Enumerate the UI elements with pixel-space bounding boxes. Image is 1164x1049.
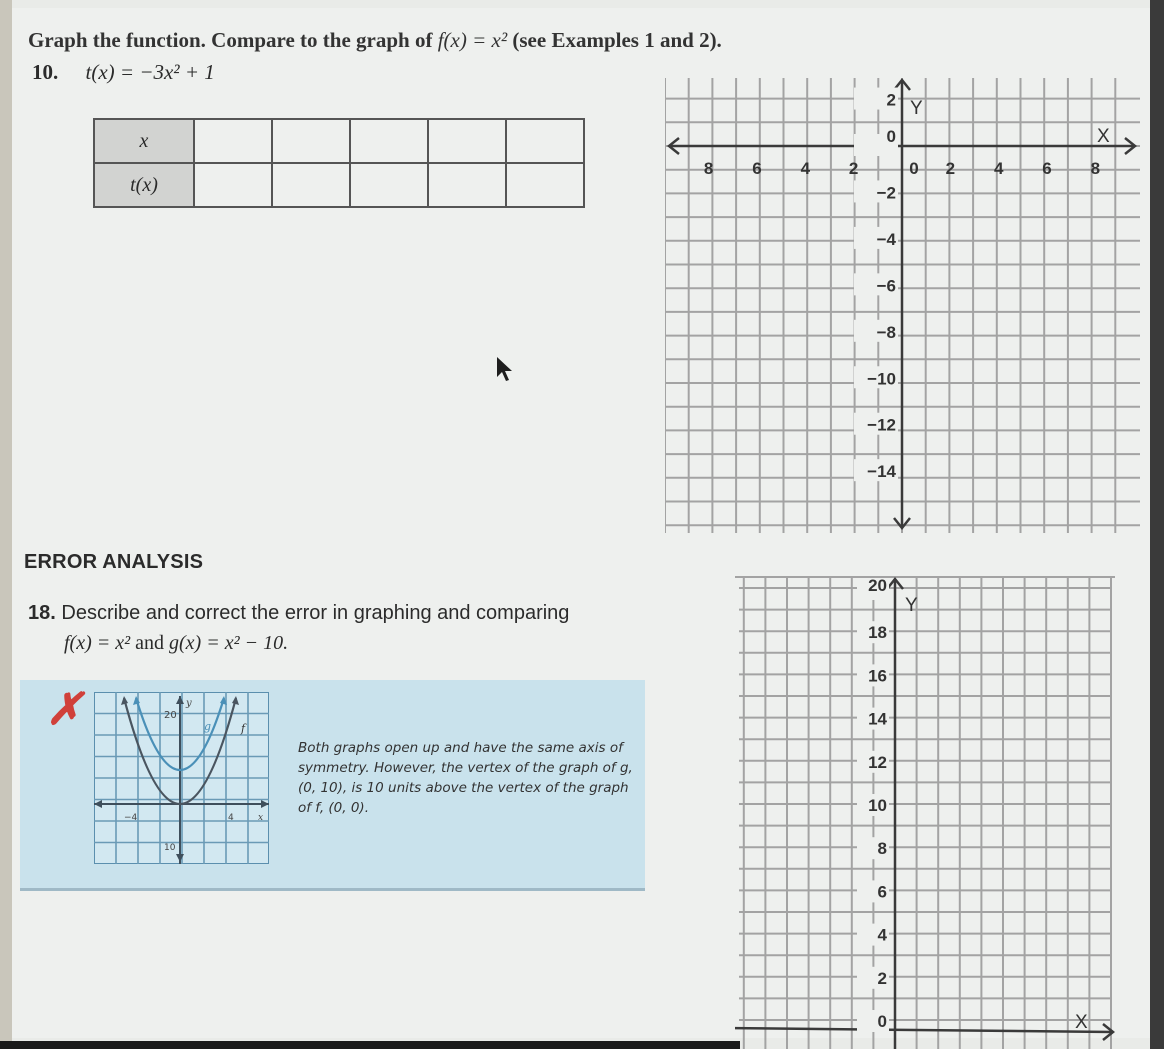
y-tick-label: 0 [886,127,896,146]
table-row-tx [94,163,584,207]
y-tick-label: −14 [867,462,896,482]
instruction-heading: Graph the function. Compare to the graph of f(x) = x² (see Examples 1 and 2). [28,28,722,52]
example-graph [94,692,269,864]
x-tick-label: 2 [945,159,956,178]
coordinate-grid-problem-18[interactable] [735,575,1115,1049]
student-explanation: Both graphs open up and have the same axis of symmetry. However, the vertex of the graph of g, (0, 10), is 10 units above the vertex of the graph of f, (0, 0). [298,740,633,816]
function-f: f(x) = x² [64,632,131,654]
x-cell[interactable] [350,119,428,163]
tx-cell[interactable] [194,163,272,207]
problem-18-prompt: Describe and correct the error in graphing and comparing [61,602,570,624]
y-axis-label: Y [905,595,918,616]
y-tick-label: 16 [868,666,887,686]
y-tick-label: 20 [868,576,887,595]
x-tick-label: 2 [848,159,859,178]
student-work-box [20,680,645,891]
tx-cell[interactable] [506,163,584,207]
y-tick-label: −2 [876,183,896,203]
function-g: g(x) = x² − 10. [169,632,289,654]
page-right-edge [1150,0,1164,1049]
x-tick-label: 6 [1042,159,1052,178]
x-tick-label: 8 [703,159,714,178]
row-header-tx: t(x) [94,163,194,207]
svg-text:10: 10 [164,843,176,853]
tx-cell[interactable] [272,163,350,207]
x-axis-label: X [1075,1012,1088,1033]
y-axis-label: Y [910,98,923,119]
y-tick-label: 2 [877,968,887,988]
tick-20: 20 [164,710,177,721]
value-table [93,118,585,208]
page-bottom-edge [0,1041,740,1049]
svg-text:g: g [204,720,212,733]
y-tick-label: 2 [886,90,896,110]
x-tick-label: 4 [993,159,1004,178]
problem-function: t(x) = −3x² + 1 [85,60,215,84]
x-axis-label: X [1097,126,1110,147]
x-cell[interactable] [272,119,350,163]
x-cell[interactable] [506,119,584,163]
y-tick-label: −6 [876,276,896,296]
problem-number: 10. [32,60,59,84]
svg-text:y: y [186,698,192,709]
parent-function: f(x) = x² [437,28,508,52]
x-tick-label: 6 [752,159,762,178]
y-tick-label: 8 [877,839,887,859]
tx-cell[interactable] [428,163,506,207]
x-tick-label: 8 [1090,159,1101,178]
x-cell[interactable] [428,119,506,163]
svg-text:−4: −4 [124,813,138,823]
incorrect-x-icon: ✗ [46,685,83,734]
row-header-x: x [94,119,194,163]
y-tick-label: 18 [868,623,887,643]
y-tick-label: 14 [868,709,887,729]
problem-18: 18. Describe and correct the error in graphing and comparing f(x) = x² and g(x) = x² − 10. [28,602,570,654]
y-tick-label: −4 [876,229,896,249]
y-tick-label: 0 [877,1012,887,1031]
y-tick-label: 10 [868,796,887,815]
error-analysis-title: ERROR ANALYSIS [24,551,204,573]
y-tick-label: −12 [867,415,896,435]
x-cell[interactable] [194,119,272,163]
svg-text:x: x [258,813,264,823]
y-tick-label: −10 [867,369,896,389]
svg-text:f: f [241,722,246,735]
y-tick-label: 6 [877,882,887,902]
mouse-cursor-icon [495,355,519,385]
problem-10 [32,60,215,85]
x-tick-label: 4 [800,159,811,178]
coordinate-grid-problem-10[interactable] [665,78,1140,533]
svg-text:4: 4 [228,813,234,823]
table-row-x [94,119,584,163]
page-left-edge [0,0,12,1049]
x-tick-label: 0 [909,159,919,178]
tx-cell[interactable] [350,163,428,207]
y-tick-label: −8 [876,322,896,342]
y-tick-label: 4 [877,925,887,945]
y-tick-label: 12 [868,752,887,772]
